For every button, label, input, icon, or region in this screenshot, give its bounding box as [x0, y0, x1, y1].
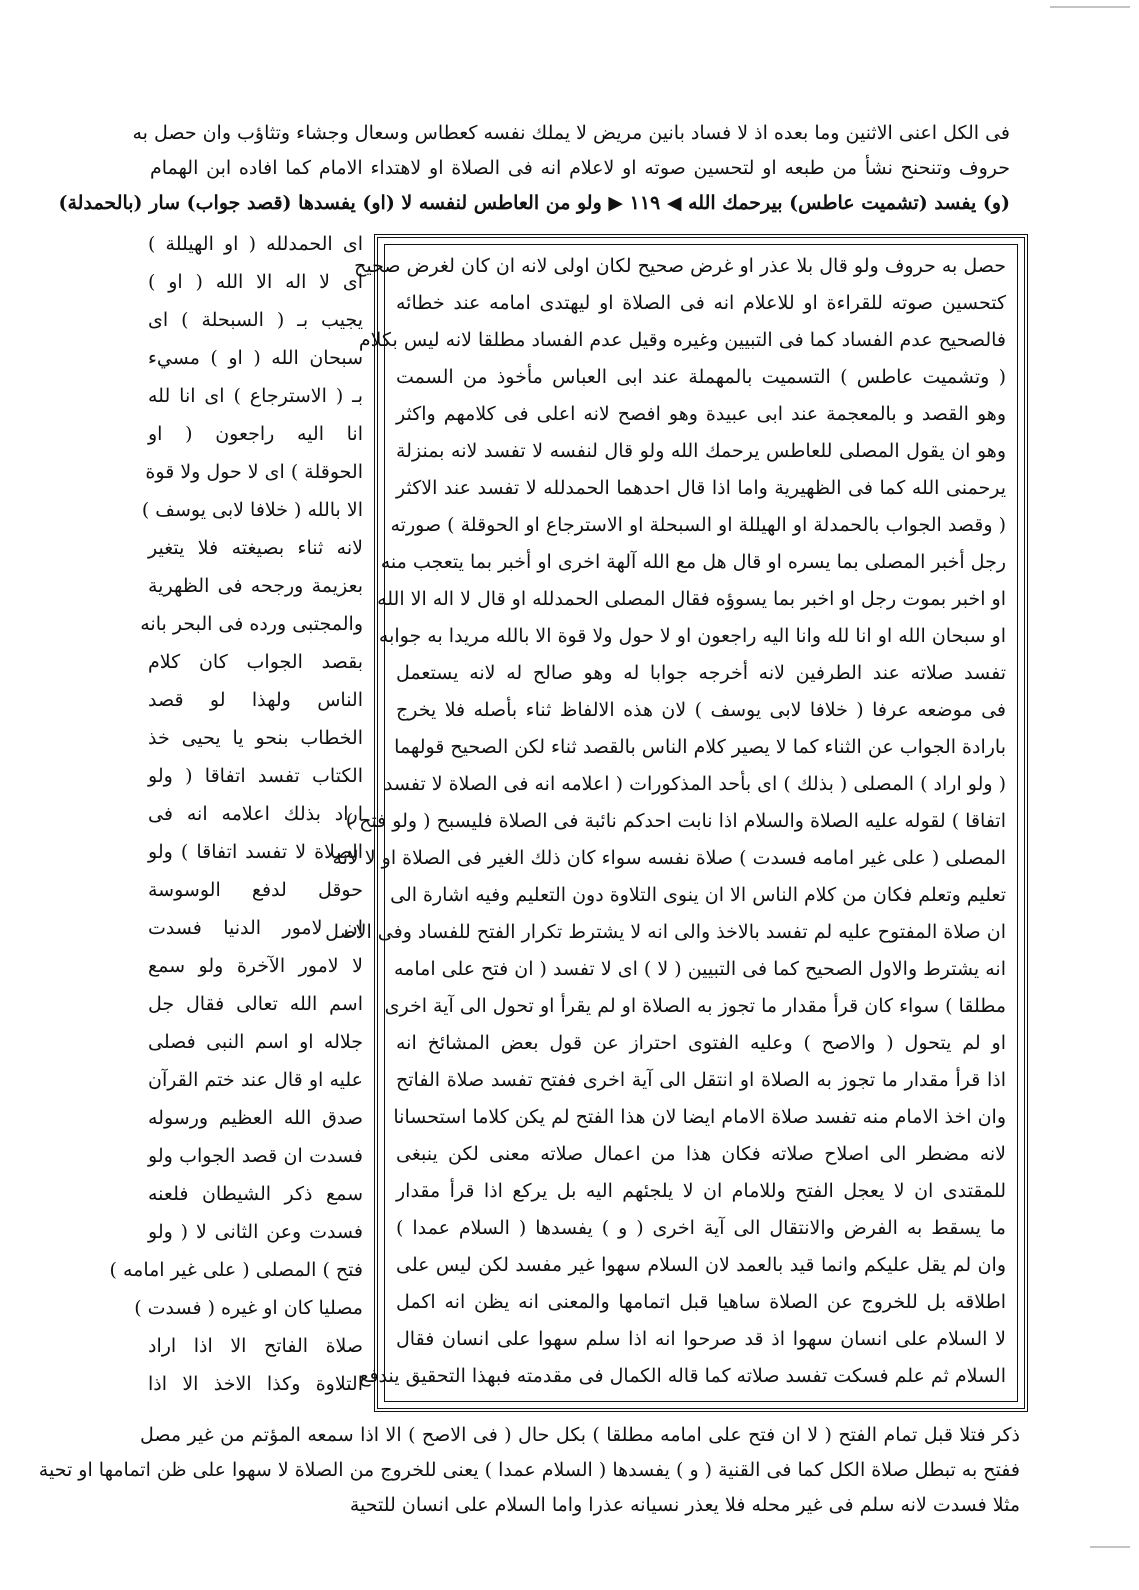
- main-line: وهو ان يقول المصلى للعاطس يرحمك الله ولو قال لنفسه لا تفسد لانه بمنزلة: [396, 440, 1006, 462]
- side-commentary-column: [109, 226, 363, 1416]
- header-line-1: فى الكل اعنى الاثنين وما بعده اذ لا فساد بانين مريض لا يملك نفسه كعطاس وسعال وجشاء وتثاؤب وان حصل به: [132, 122, 1010, 144]
- side-line: الكتاب تفسد اتفاقا ( ولو: [148, 765, 363, 787]
- main-line: المصلى ( على غير امامه فسدت ) صلاة نفسه سواء كان ذلك الغير فى الصلاة او لا لانه: [332, 847, 1006, 869]
- main-line: حصل به حروف ولو قال بلا عذر او غرض صحيح لكان اولى لانه ان كان لغرض صحيح: [354, 255, 1006, 277]
- main-line: اذا قرأ مقدار ما تجوز به الصلاة او انتقل الى آية اخرى ففتح تفسد صلاة الفاتح: [396, 1069, 1006, 1091]
- main-line: وان اخذ الامام منه تفسد صلاة الامام ايضا لان هذا الفتح لم يكن كلاما استحسانا: [393, 1106, 1006, 1128]
- side-line: الخطاب بنحو يا يحيى خذ: [148, 727, 363, 749]
- side-line: فسدت وعن الثانى لا ( ولو: [148, 1221, 363, 1243]
- main-line: اطلاقه بل للخروج عن الصلاة ساهيا قبل اتمامها والمعنى انه يظن انه اكمل: [396, 1291, 1006, 1313]
- side-line: يجيب بـ ( السبحلة ) اى: [148, 309, 363, 331]
- side-line: عليه او قال عند ختم القرآن: [148, 1069, 363, 1091]
- side-line: التلاوة وكذا الاخذ الا اذا: [148, 1373, 363, 1395]
- side-line: اى الحمدلله ( او الهيللة ): [148, 233, 363, 255]
- side-line: الناس ولهذا لو قصد: [148, 689, 363, 711]
- footer-line-1: ذكر فتلا قبل تمام الفتح ( لا ان فتح على امامه مطلقا ) بكل حال ( فى الاصح ) الا اذا سمعه المؤتم من غير مصل: [140, 1424, 1020, 1446]
- main-line: اتفاقا ) لقوله عليه الصلاة والسلام اذا نابت احدكم نائبة فى الصلاة فليسبح ( ولو فتح ): [345, 810, 1006, 832]
- side-line: اى لا اله الا الله ( او ): [148, 271, 363, 293]
- side-line: اراد بذلك اعلامه انه فى: [148, 803, 363, 825]
- side-line: والمجتبى ورده فى البحر بانه: [140, 613, 363, 635]
- side-line: الصلاة لا تفسد اتفاقا ) ولو: [148, 841, 363, 863]
- main-line: السلام ثم علم فسكت تفسد صلاته كما قاله الكمال فى مقدمته فبهذا التحقيق يندفع: [359, 1365, 1006, 1387]
- side-line: لا لامور الآخرة ولو سمع: [148, 955, 363, 977]
- side-line: اسم الله تعالى فقال جل: [148, 993, 363, 1015]
- main-line: فالصحيح عدم الفساد كما فى التبيين وغيره وقيل عدم الفساد مطلقا لانه ليس بكلام: [358, 329, 1006, 351]
- main-line: ( وقصد الجواب بالحمدلة او الهيللة او السبحلة او الاسترجاع او الحوقلة ) صورته: [390, 514, 1006, 536]
- side-line: لانه ثناء بصيغته فلا يتغير: [148, 537, 363, 559]
- side-line: بقصد الجواب كان كلام: [148, 651, 363, 673]
- main-line: تفسد صلاته عند الطرفين لانه أخرجه جوابا له وهو صالح له لانه يستعمل: [396, 662, 1006, 684]
- side-line: انا اليه راجعون ( او: [148, 423, 363, 445]
- main-line: ما يسقط به الفرض والانتقال الى آية اخرى ( و ) يفسدها ( السلام عمدا ): [396, 1217, 1006, 1239]
- side-line: سمع ذكر الشيطان فلعنه: [148, 1183, 363, 1205]
- footer-line-2: ففتح به تبطل صلاة الكل كما فى القنية ( و ) يفسدها ( السلام عمدا ) يعنى للخروج من الصلاة لا سهوا على ظن اتمامها او تحية: [38, 1459, 1020, 1481]
- side-line: صلاة الفاتح الا اذا اراد: [148, 1335, 363, 1357]
- main-line: لانه مضطر الى اصلاح صلاته فكان هذا من اعمال صلاته معنى لكن ينبغى: [396, 1143, 1006, 1165]
- footer-line-3: مثلا فسدت لانه سلم فى غير محله فلا يعذر نسيانه عذرا واما السلام على انسان للتحية: [349, 1494, 1020, 1516]
- main-line: او لم يتحول ( والاصح ) وعليه الفتوى احتراز عن قول بعض المشائخ انه: [396, 1032, 1006, 1054]
- side-line: مصليا كان او غيره ( فسدت ): [134, 1297, 363, 1319]
- main-line: انه يشترط والاول الصحيح كما فى التبيين ( لا ) اى لا تفسد ( ان فتح على امامه: [394, 958, 1006, 980]
- main-line: بارادة الجواب عن الثناء كما لا يصير كلام الناس بالقصد ثناء لكن الصحيح قولهما: [394, 736, 1006, 758]
- header-line-2: حروف وتنحنح نشأ من طبعه او لتحسين صوته او لاعلام انه فى الصلاة او لاهتداء الامام كما افاده ابن الهمام: [150, 157, 1010, 179]
- main-line: لا السلام على انسان سهوا اذ قد صرحوا انه اذا سلم سهوا على انسان فقال: [396, 1328, 1006, 1350]
- scan-speck: [1090, 1546, 1130, 1548]
- side-line: صدق الله العظيم ورسوله: [148, 1107, 363, 1129]
- main-line: ان صلاة المفتوح عليه لم تفسد بالاخذ والى انه لا يشترط تكرار الفتح للفساد وفى الاصل: [325, 921, 1006, 943]
- side-line: سبحان الله ( او ) مسيء: [148, 347, 363, 369]
- main-text-frame: [325, 234, 1028, 1412]
- main-line: كتحسين صوته للقراءة او للاعلام انه فى الصلاة او ليهتدى امامه عند خطائه: [396, 292, 1006, 314]
- main-line: للمقتدى ان لا يعجل الفتح وللامام ان لا يلجئهم اليه بل يركع اذا قرأ مقدار: [396, 1180, 1006, 1202]
- main-line: فى موضعه عرفا ( خلافا لابى يوسف ) لان هذه الالفاظ ثناء بأصله فلا يخرج: [396, 699, 1006, 721]
- side-line: جلاله او اسم النبى فصلى: [148, 1031, 363, 1053]
- side-line: ان لامور الدنيا فسدت: [148, 917, 363, 939]
- side-line: فتح ) المصلى ( على غير امامه ): [109, 1259, 363, 1281]
- main-line: وان لم يقل عليكم وانما قيد بالعمد لان السلام سهوا غير مفسد لكن ليس على: [396, 1254, 1006, 1276]
- side-line: بعزيمة ورجحه فى الظهرية: [148, 575, 363, 597]
- side-line: الا بالله ( خلافا لابى يوسف ): [141, 499, 363, 521]
- main-line: او سبحان الله او انا لله وانا اليه راجعون او لا حول ولا قوة الا بالله مريدا به جوابه: [378, 625, 1006, 647]
- side-line: الحوقلة ) اى لا حول ولا قوة: [145, 461, 363, 483]
- side-line: بـ ( الاسترجاع ) اى انا لله: [148, 385, 363, 407]
- side-line: حوقل لدفع الوسوسة: [148, 879, 363, 901]
- main-line: ( ولو اراد ) المصلى ( بذلك ) اى بأحد المذكورات ( اعلامه انه فى الصلاة لا تفسد: [383, 773, 1006, 795]
- main-line: وهو القصد و بالمعجمة عند ابى عبيدة وهو افصح لانه اعلى فى كلامهم واكثر: [396, 403, 1006, 425]
- main-line: او اخبر بموت رجل او اخبر بما يسوؤه فقال المصلى الحمدلله او قال لا اله الا الله: [377, 588, 1006, 610]
- scan-speck: [1050, 6, 1130, 8]
- main-line: ( وتشميت عاطس ) التسميت بالمهملة عند ابى العباس مأخوذ من السمت: [396, 366, 1006, 388]
- header-line-3: (و) يفسد (تشميت عاطس) بيرحمك الله ◀ ١١٩ ▶ ولو من العاطس لنفسه لا (او) يفسدها (قصد جواب) سار (بالحمدلة): [58, 192, 1010, 214]
- main-line: تعليم وتعلم فكان من كلام الناس الا ان ينوى التلاوة دون التعليم وفيه اشارة الى: [390, 884, 1006, 906]
- main-line: مطلقا ) سواء كان قرأ مقدار ما تجوز به الصلاة او لم يقرأ او تحول الى آية اخرى: [384, 995, 1006, 1017]
- main-line: يرحمنى الله كما فى الظهيرية واما اذا قال احدهما الحمدلله لا تفسد عند الاكثر: [396, 477, 1006, 499]
- main-line: رجل أخبر المصلى بما يسره او قال هل مع الله آلهة اخرى او أخبر بما يتعجب منه: [380, 551, 1006, 573]
- side-line: فسدت ان قصد الجواب ولو: [148, 1145, 363, 1167]
